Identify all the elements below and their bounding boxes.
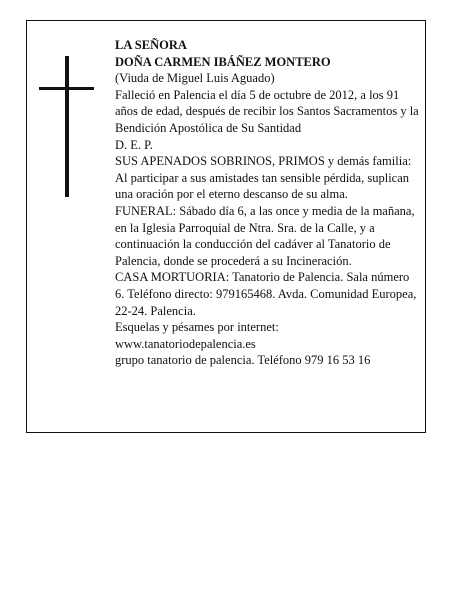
death-statement: Falleció en Palencia el día 5 de octubre de 2012, a los 91 años de edad, después de recibir los Santos Sacramentos y la Bendición Apostólica de Su Santidad [115,87,419,135]
rip: D. E. P. [115,137,153,152]
cross-horizontal-bar [39,87,94,90]
website-link[interactable]: www.tanatoriodepalencia.es [115,336,256,351]
cross-vertical-bar [65,56,69,197]
notice-title: LA SEÑORA [115,38,187,52]
prayer-request: Al participar a sus amistades tan sensible pérdida, suplican una oración por el eterno descanso de su alma. [115,170,410,202]
obituary-text [115,37,421,369]
funeral-info: FUNERAL: Sábado día 6, a las once y media de la mañana, en la Iglesia Parroquial de Ntra. Sra. de la Calle, y a continuación la conducción del cadáver al Tanatorio de Palencia, donde se procederá a su Incineración. [115,203,415,268]
widow-note: (Viuda de Miguel Luis Aguado) [115,71,275,86]
family-line: SUS APENADOS SOBRINOS, PRIMOS y demás familia: [115,154,412,169]
mortuary-info: CASA MORTUORIA: Tanatorio de Palencia. Sala número 6. Teléfono directo: 979165468. Avda. Comunidad Europea, 22-24. Palencia. [115,270,417,318]
deceased-name: DOÑA CARMEN IBÁÑEZ MONTERO [115,54,331,69]
internet-note: Esquelas y pésames por internet: [115,320,279,335]
footer-contact: grupo tanatorio de palencia. Teléfono 979 16 53 16 [115,353,371,368]
